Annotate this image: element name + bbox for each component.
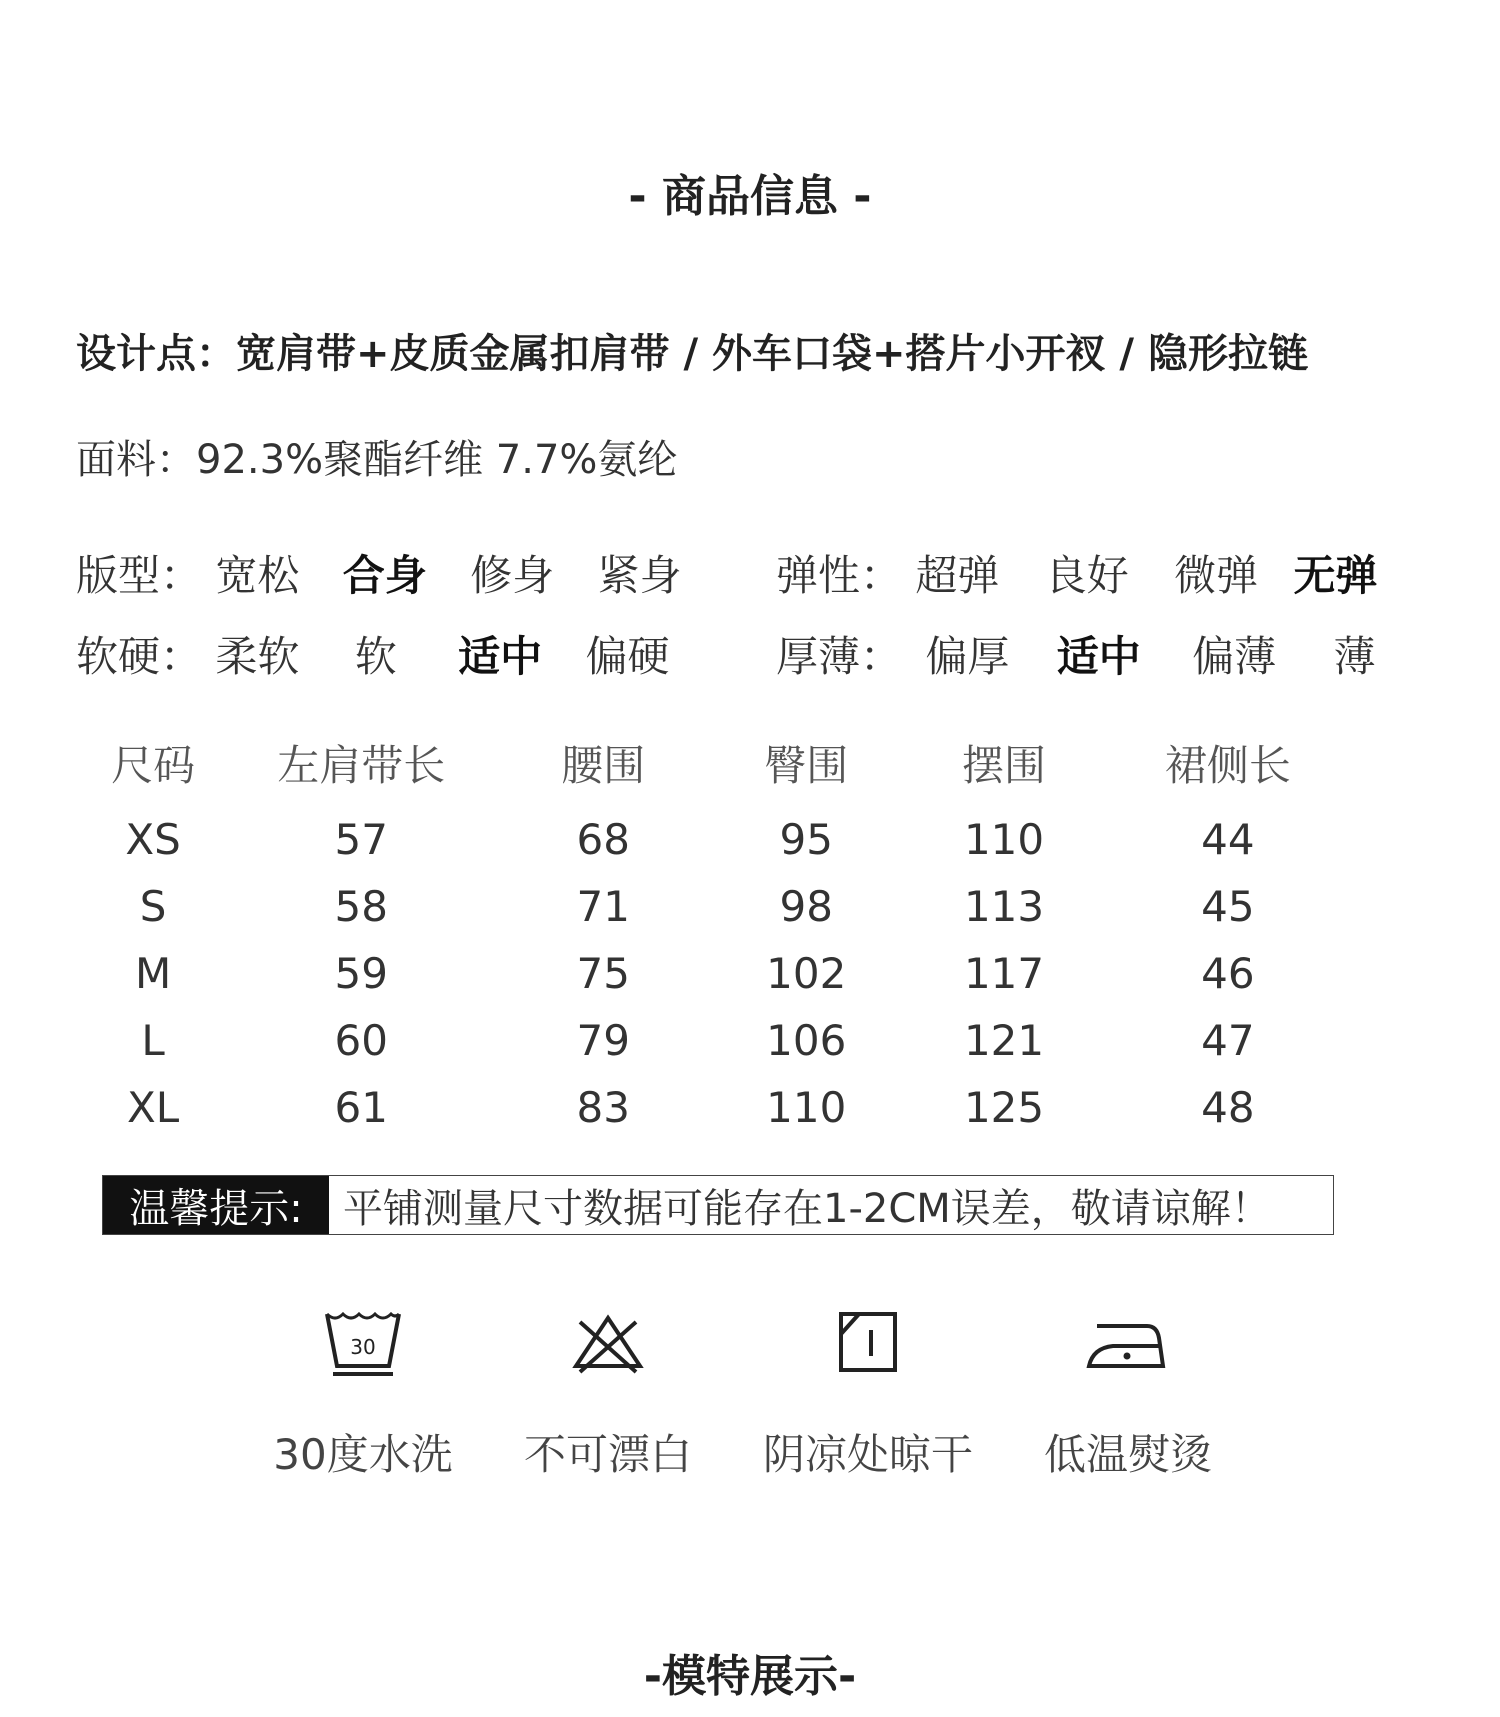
table-cell: 47 — [1201, 1016, 1255, 1065]
care-label: 30度水洗 — [273, 1430, 453, 1479]
col-header-skirt-length: 裙侧长 — [1164, 741, 1291, 790]
fabric-label: 面料： — [76, 437, 196, 483]
care-item-bleach — [478, 1308, 738, 1482]
table-cell: 110 — [963, 815, 1045, 864]
attr-thickness-option: 薄 — [1333, 632, 1376, 681]
low-iron-icon — [1083, 1308, 1173, 1378]
table-cell: 57 — [334, 815, 388, 864]
table-cell: 95 — [779, 815, 833, 864]
attr-elasticity-option: 良好 — [1044, 551, 1129, 600]
care-item-wash — [233, 1308, 493, 1482]
attr-thickness-option: 偏薄 — [1192, 632, 1277, 681]
table-row — [75, 1007, 1345, 1074]
care-item-dry — [738, 1308, 998, 1482]
wash-30-icon — [323, 1308, 403, 1378]
table-cell: 106 — [766, 1016, 847, 1065]
table-cell: 110 — [766, 1083, 847, 1132]
table-cell: L — [141, 1016, 165, 1065]
col-header-hip: 臀围 — [764, 741, 849, 790]
attr-fit — [76, 543, 682, 603]
size-table-header — [75, 720, 1345, 806]
table-row — [75, 806, 1345, 873]
attr-elasticity-option: 微弹 — [1174, 551, 1259, 600]
shade-dry-icon — [833, 1308, 903, 1378]
table-cell: S — [139, 882, 167, 931]
attr-thickness — [776, 624, 1376, 684]
table-cell: 102 — [766, 949, 847, 998]
tip-text: 平铺测量尺寸数据可能存在1-2CM误差，敬请谅解！ — [343, 1185, 1271, 1232]
table-cell: 58 — [334, 882, 388, 931]
attr-softness-option: 软 — [354, 632, 397, 681]
attr-fit-option: 修身 — [470, 551, 555, 600]
attr-softness-label: 软硬： — [76, 632, 203, 681]
col-header-hem: 摆围 — [962, 741, 1047, 790]
attr-elasticity-label: 弹性： — [776, 551, 903, 600]
attr-softness-option: 偏硬 — [585, 632, 670, 681]
attr-softness — [76, 624, 670, 684]
table-cell: 117 — [963, 949, 1045, 998]
care-label: 低温熨烫 — [1043, 1430, 1212, 1479]
table-cell: 44 — [1201, 815, 1255, 864]
attr-elasticity — [776, 543, 1378, 603]
table-cell: M — [134, 949, 172, 998]
table-cell: 61 — [334, 1083, 388, 1132]
table-cell: 83 — [576, 1083, 630, 1132]
attr-elasticity-option-selected: 无弹 — [1293, 551, 1378, 600]
col-header-waist: 腰围 — [561, 741, 646, 790]
attr-thickness-option: 偏厚 — [925, 632, 1010, 681]
table-cell: 125 — [963, 1083, 1045, 1132]
care-label: 阴凉处晾干 — [762, 1430, 973, 1479]
table-cell: XL — [126, 1083, 180, 1132]
table-cell: 45 — [1201, 882, 1255, 931]
attr-fit-option: 紧身 — [597, 551, 682, 600]
table-cell: 75 — [576, 949, 630, 998]
size-table — [75, 720, 1345, 1141]
col-header-strap-length: 左肩带长 — [277, 741, 446, 790]
table-cell: 68 — [576, 815, 630, 864]
wash-temp-text: 30 — [350, 1335, 376, 1359]
col-header-size: 尺码 — [111, 741, 196, 790]
attr-elasticity-option: 超弹 — [915, 551, 1000, 600]
table-row — [75, 873, 1345, 940]
table-cell: 60 — [334, 1016, 388, 1065]
design-points: 设计点：宽肩带+皮质金属扣肩带 / 外车口袋+搭片小开衩 / 隐形拉链 — [76, 331, 1308, 377]
fabric-line — [76, 428, 677, 485]
table-cell: 46 — [1201, 949, 1255, 998]
table-cell: 59 — [334, 949, 388, 998]
attr-fit-option: 宽松 — [215, 551, 300, 600]
fabric-value: 92.3%聚酯纤维 7.7%氨纶 — [196, 437, 678, 483]
tip-label: 温馨提示: — [103, 1176, 329, 1234]
table-row — [75, 1074, 1345, 1141]
attr-thickness-option-selected: 适中 — [1056, 632, 1141, 681]
table-cell: 71 — [576, 882, 630, 931]
care-label: 不可漂白 — [523, 1430, 692, 1479]
tip-box — [102, 1175, 1334, 1235]
product-info-title: - 商品信息 - — [628, 171, 872, 222]
model-display-title: -模特展示- — [643, 1651, 857, 1702]
table-cell: 79 — [576, 1016, 630, 1065]
attr-softness-option: 柔软 — [215, 632, 300, 681]
attr-thickness-label: 厚薄： — [776, 632, 903, 681]
table-cell: 98 — [779, 882, 833, 931]
table-cell: 121 — [963, 1016, 1045, 1065]
no-bleach-icon — [568, 1308, 648, 1378]
care-item-iron — [998, 1308, 1258, 1482]
attr-fit-label: 版型： — [76, 551, 203, 600]
attr-softness-option-selected: 适中 — [458, 632, 543, 681]
table-cell: 48 — [1201, 1083, 1255, 1132]
table-row — [75, 940, 1345, 1007]
table-cell: XS — [125, 815, 181, 864]
attr-fit-option-selected: 合身 — [342, 551, 427, 600]
table-cell: 113 — [963, 882, 1045, 931]
